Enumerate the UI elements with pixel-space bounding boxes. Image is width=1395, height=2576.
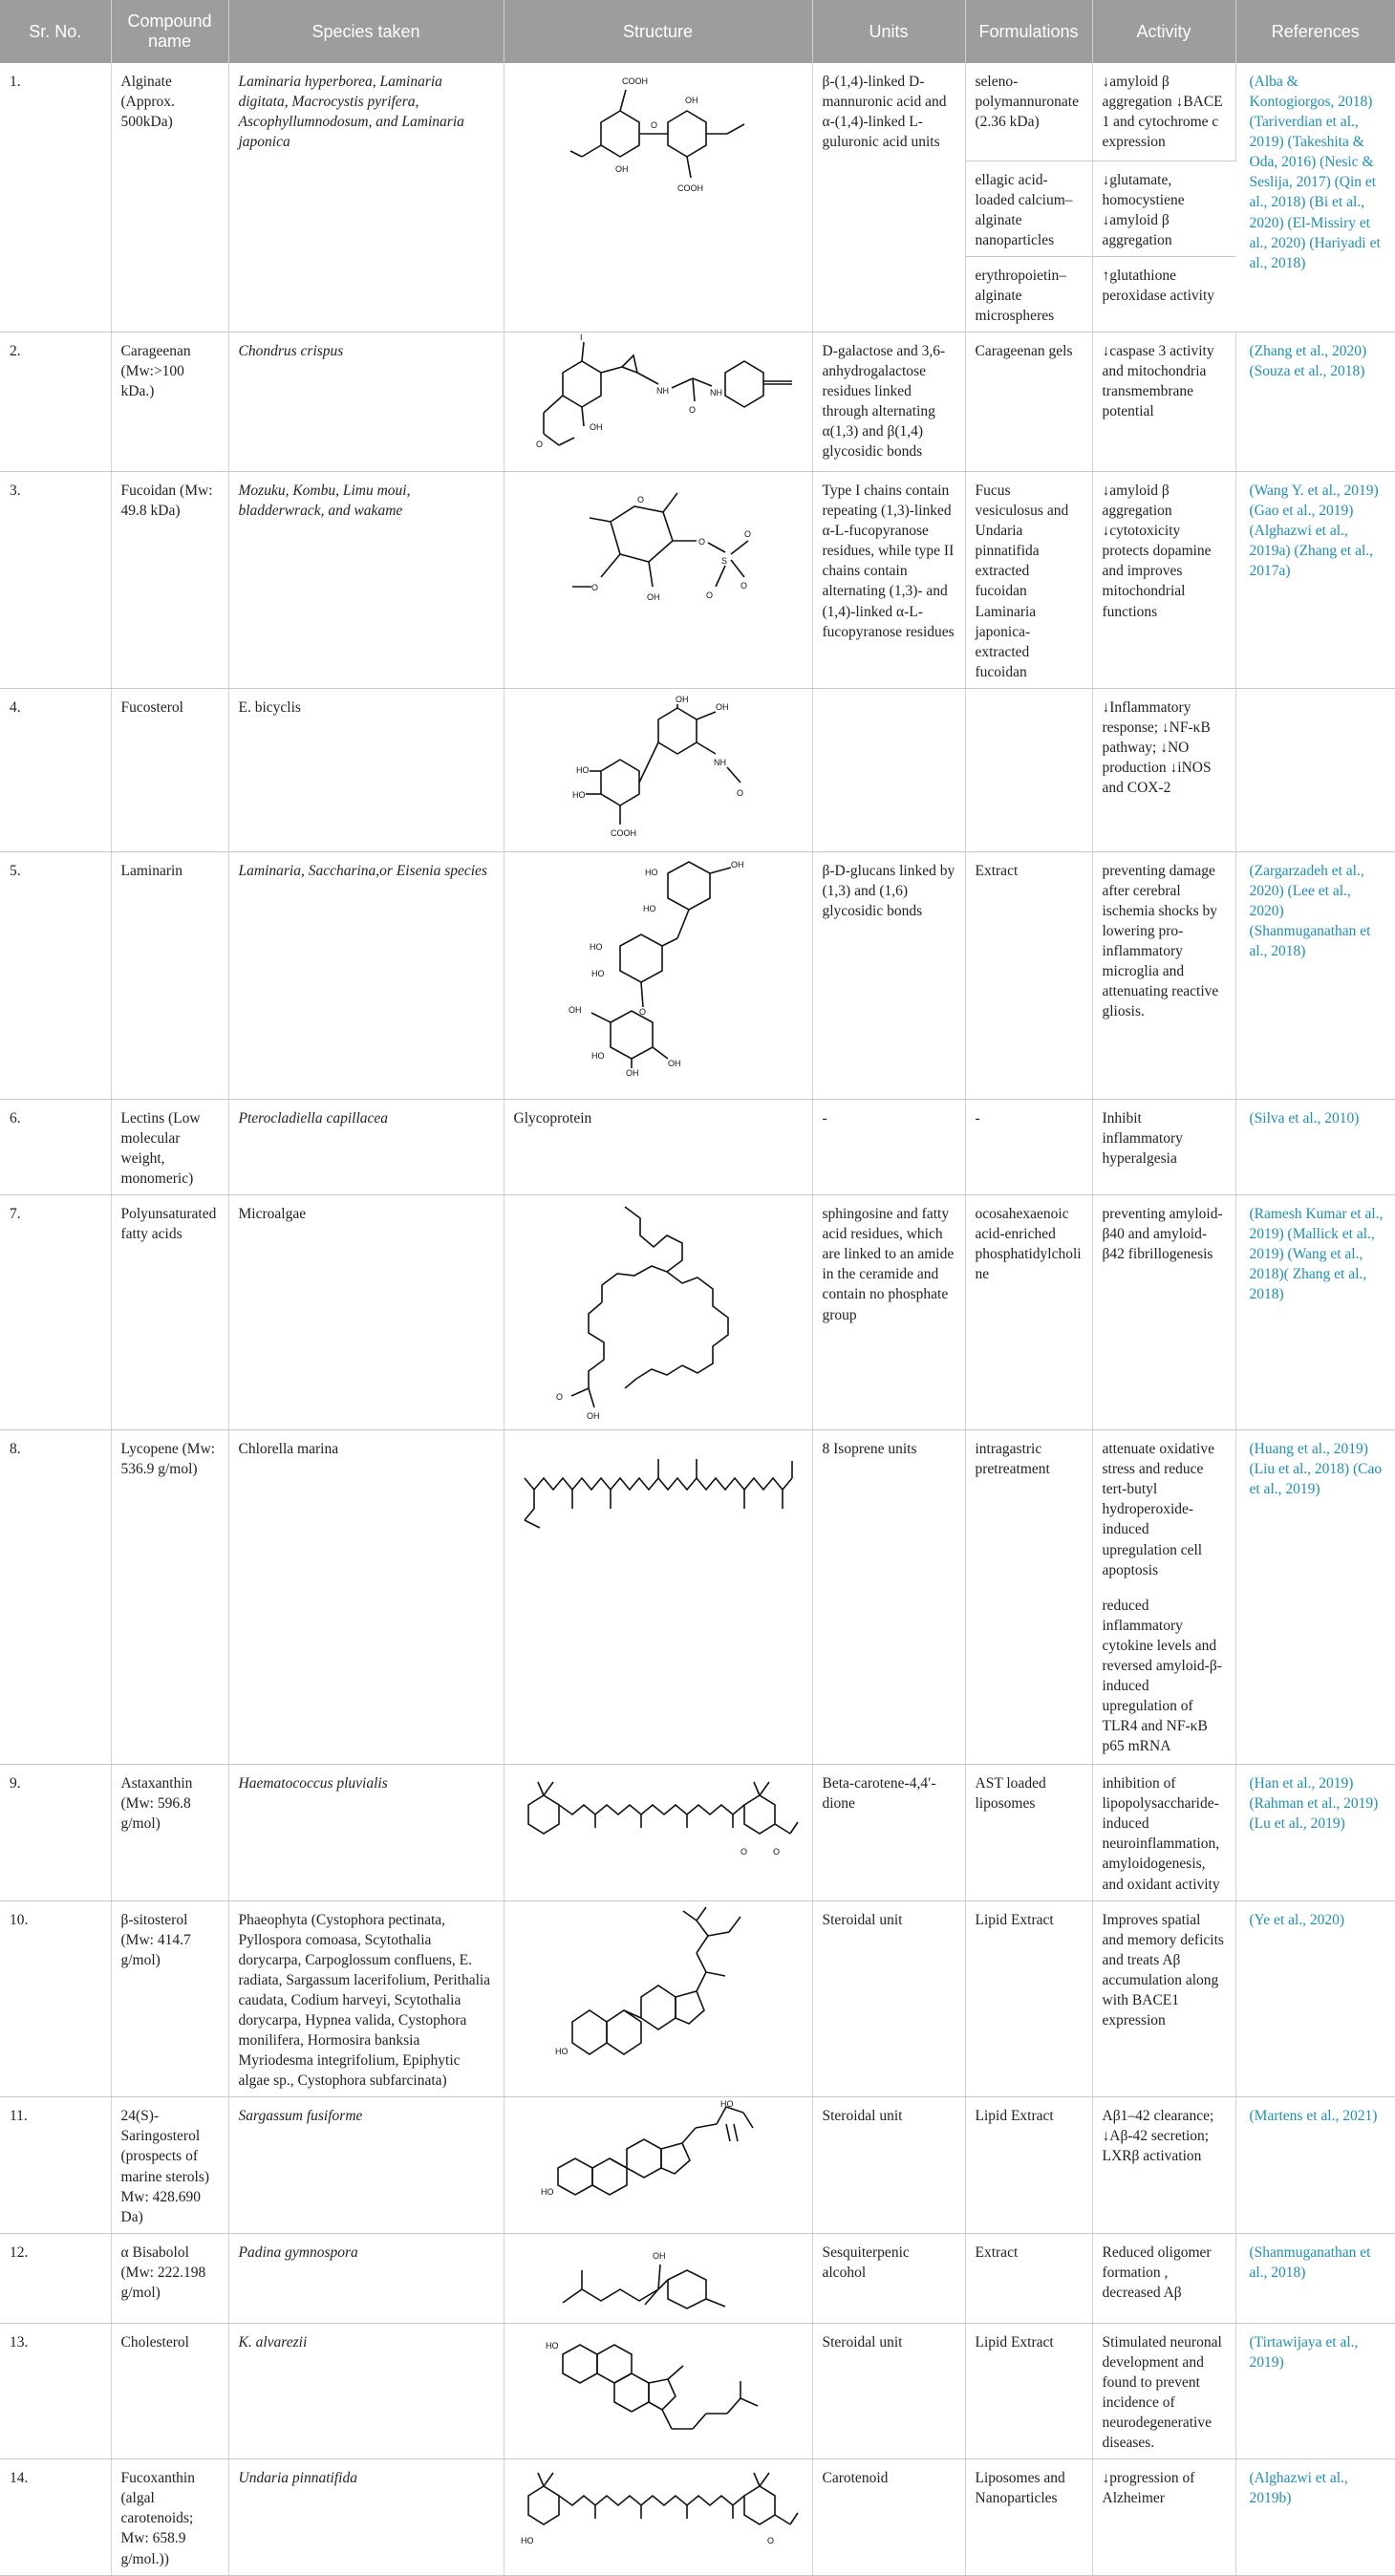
table-row [0,851,1395,1099]
table-row [0,1195,1395,1430]
cell-units: Type I chains contain repeating (1,3)-linked α-L-fucopyranose residues, while type II chains contain alternating (1,3)- and (1,4)-linked α-L-fucopyranose residues [812,472,965,689]
cell-compound-name: Laminarin [111,851,228,1099]
cell-no: 6. [0,1099,111,1194]
cell-structure [504,472,812,689]
cell-units: Beta-carotene-4,4′-dione [812,1765,965,1900]
cell-compound-name: Cholesterol [111,2323,228,2458]
svg-text:HO: HO [545,2340,558,2351]
alginate-structure-icon [563,65,754,199]
svg-text:OH: OH [667,1058,680,1068]
header-species: Species taken [228,0,504,63]
lycopene-structure-icon [515,1432,802,1537]
fucoidan-structure-icon [553,474,763,617]
cell-structure [504,2097,812,2233]
svg-text:COOH: COOH [621,76,648,86]
cell-formulation: ellagic acid-loaded calcium–alginate nanoparticles [965,161,1092,256]
svg-text:O: O [688,405,696,416]
cell-species: Mozuku, Kombu, Limu moui, bladderwrack, and wakame [228,472,504,689]
cell-compound-name: Lycopene (Mw: 536.9 g/mol) [111,1430,228,1765]
svg-text:OH: OH [586,1411,599,1422]
cell-activity: ↓glutamate, homocystiene ↓amyloid β aggregation [1092,161,1235,256]
svg-text:HO: HO [540,2187,553,2198]
sitosterol-structure-icon [553,1903,763,2071]
svg-text:O: O [740,581,747,591]
cell-references: (Zargarzadeh et al., 2020) (Lee et al., 2020) (Shanmuganathan et al., 2018) [1235,851,1395,1099]
svg-text:O: O [740,1847,747,1857]
cell-formulation: Lipid Extract [965,1900,1092,2097]
cell-no: 10. [0,1900,111,2097]
cell-no: 2. [0,333,111,472]
cell-units: Steroidal unit [812,2097,965,2233]
cell-references: (Zhang et al., 2020) (Souza et al., 2018) [1235,333,1395,472]
cell-units: Sesquiterpenic alcohol [812,2233,965,2323]
header-compound-name: Compound name [111,0,228,63]
cell-structure [504,1765,812,1900]
table-row [0,472,1395,689]
activity-text: attenuate oxidative stress and reduce tert-butyl hydroperoxide-induced upregulation cell apoptosis [1102,1441,1214,1578]
cell-compound-name: Fucoidan (Mw: 49.8 kDa) [111,472,228,689]
svg-text:I: I [579,334,583,343]
cell-structure [504,851,812,1099]
cell-species: Sargassum fusiforme [228,2097,504,2233]
cell-compound-name: Lectins (Low molecular weight, monomeric) [111,1099,228,1194]
table-row [0,2323,1395,2458]
svg-text:S: S [720,556,727,567]
cell-structure-text: Glycoprotein [504,1099,812,1194]
svg-text:O: O [590,583,598,593]
cell-no: 5. [0,851,111,1099]
header-units: Units [812,0,965,63]
cell-references: (Alghazwi et al., 2019b) [1235,2459,1395,2575]
cell-structure [504,1900,812,2097]
cell-units: Carotenoid [812,2459,965,2575]
cell-structure [504,2459,812,2575]
cell-references: (Han et al., 2019) (Rahman et al., 2019) (Lu et al., 2019) [1235,1765,1395,1900]
cell-species: Chondrus crispus [228,333,504,472]
svg-text:O: O [698,537,705,547]
cell-activity: ↓progression of Alzheimer [1092,2459,1235,2575]
svg-text:HO: HO [590,1050,604,1061]
cell-formulation: Lipid Extract [965,2097,1092,2233]
table-row [0,1900,1395,2097]
cell-compound-name: Fucosterol [111,688,228,851]
table-row [0,688,1395,851]
table-row [0,1099,1395,1194]
svg-text:O: O [705,590,713,601]
svg-text:COOH: COOH [676,183,703,193]
cell-formulation: Extract [965,2233,1092,2323]
cell-compound-name: Astaxanthin (Mw: 596.8 g/mol) [111,1765,228,1900]
cell-species: Laminaria, Saccharina,or Eisenia species [228,851,504,1099]
cell-activity: Reduced oligomer formation , decreased Aβ [1092,2233,1235,2323]
cell-no: 14. [0,2459,111,2575]
svg-text:HO: HO [590,968,604,978]
cell-references [1235,688,1395,851]
cell-structure [504,2233,812,2323]
cell-structure [504,688,812,851]
header-formulations: Formulations [965,0,1092,63]
svg-text:O: O [555,1392,563,1403]
cell-references: (Silva et al., 2010) [1235,1099,1395,1194]
svg-text:O: O [772,1847,780,1857]
svg-text:HO: HO [554,2046,568,2056]
laminarin-structure-icon [544,854,773,1093]
cell-no: 13. [0,2323,111,2458]
cell-no: 1. [0,63,111,333]
svg-text:HO: HO [719,2099,733,2110]
svg-text:NH: NH [709,388,722,398]
cell-species: Laminaria hyperborea, Laminaria digitata, Macrocystis pyrifera, Ascophyllumnodosum, and Laminaria japonica [228,63,504,333]
cell-structure [504,333,812,472]
svg-text:O: O [743,529,751,540]
cell-references: (Martens et al., 2021) [1235,2097,1395,2233]
table-row [0,1765,1395,1900]
cell-formulation: erythropoietin–alginate microspheres [965,256,1092,332]
cell-species: Undaria pinnatifida [228,2459,504,2575]
cell-no: 8. [0,1430,111,1765]
cell-activity [1092,1430,1235,1765]
svg-text:OH: OH [568,1004,581,1015]
cell-formulation: Lipid Extract [965,2323,1092,2458]
cell-references: (Huang et al., 2019) (Liu et al., 2018) (Cao et al., 2019) [1235,1430,1395,1765]
cell-activity: Inhibit inflammatory hyperalgesia [1092,1099,1235,1194]
cell-no: 7. [0,1195,111,1430]
cell-structure [504,1195,812,1430]
cell-activity: ↑glutathione peroxidase activity [1092,256,1235,332]
cell-references: (Ramesh Kumar et al., 2019) (Mallick et al., 2019) (Wang et al., 2018)( Zhang et al., 2018) [1235,1195,1395,1430]
svg-text:OH: OH [715,701,728,712]
svg-text:HO: HO [520,2536,533,2546]
carrageenan-structure-icon [515,334,802,459]
cell-formulation: intragastric pretreatment [965,1430,1092,1765]
cell-no: 12. [0,2233,111,2323]
pufa-structure-icon [548,1197,768,1422]
cell-formulation: ocosahexaenoic acid-enriched phosphatidylcholine [965,1195,1092,1430]
header-sr-no: Sr. No. [0,0,111,63]
cell-activity: ↓Inflammatory response; ↓NF-κB pathway; ↓NO production ↓iNOS and COX-2 [1092,688,1235,851]
cell-activity: preventing amyloid-β40 and amyloid-β42 fibrillogenesis [1092,1195,1235,1430]
cell-activity: preventing damage after cerebral ischemia shocks by lowering pro-inflammatory microglia and attenuating reactive gliosis. [1092,851,1235,1099]
cell-units: 8 Isoprene units [812,1430,965,1765]
cell-references: (Shanmuganathan et al., 2018) [1235,2233,1395,2323]
cell-formulation: Carageenan gels [965,333,1092,472]
cell-activity: Stimulated neuronal development and found to prevent incidence of neurodegenerative diseases. [1092,2323,1235,2458]
cell-compound-name: Polyunsaturated fatty acids [111,1195,228,1430]
cell-compound-name: β-sitosterol (Mw: 414.7 g/mol) [111,1900,228,2097]
table-row [0,63,1395,161]
cell-compound-name: 24(S)-Saringosterol (prospects of marine sterols) Mw: 428.690 Da) [111,2097,228,2233]
cell-structure [504,63,812,333]
cell-units: β-D-glucans linked by (1,3) and (1,6) glycosidic bonds [812,851,965,1099]
cell-activity: ↓amyloid β aggregation ↓BACE 1 and cytochrome c expression [1092,63,1235,161]
svg-text:OH: OH [625,1067,638,1078]
cell-species: E. bicyclis [228,688,504,851]
fucoxanthin-structure-icon [515,2461,802,2557]
cell-units: D-galactose and 3,6-anhydrogalactose residues linked through alternating α(1,3) and β(1,4) glycosidic bonds [812,333,965,472]
svg-text:OH: OH [684,96,698,105]
cell-units: sphingosine and fatty acid residues, which are linked to an amide in the ceramide and contain no phosphate group [812,1195,965,1430]
table-row [0,1430,1395,1765]
table-row [0,333,1395,472]
cell-species: Phaeophyta (Cystophora pectinata, Pyllospora comoasa, Scytothalia dorycarpa, Carpoglossum confluens, E. radiata, Sargassum lacerifolium, Perithalia caudata, Codium harveyi, Scytothalia dorycarpa, Hypnea valida, Cystophora monilifera, Hormosira banksia Myriodesma integrifolium, Epiphytic algae sp., Cystophora subfarcinata) [228,1900,504,2097]
svg-text:NH: NH [713,757,726,767]
svg-text:O: O [535,440,543,450]
cell-formulation: Fucus vesiculosus and Undaria pinnatifida extracted fucoidan Laminaria japonica-extracted fucoidan [965,472,1092,689]
svg-text:OH: OH [589,422,602,433]
cell-units: - [812,1099,965,1194]
cell-units: Steroidal unit [812,2323,965,2458]
cell-references: (Ye et al., 2020) [1235,1900,1395,2097]
cell-species: K. alvarezii [228,2323,504,2458]
svg-text:O: O [636,495,644,505]
svg-text:O: O [638,1006,646,1017]
cell-compound-name: α Bisabolol (Mw: 222.198 g/mol) [111,2233,228,2323]
cholesterol-structure-icon [544,2326,773,2450]
cell-species: Microalgae [228,1195,504,1430]
astaxanthin-structure-icon [515,1767,802,1867]
header-structure: Structure [504,0,812,63]
cell-species: Pterocladiella capillacea [228,1099,504,1194]
cell-compound-name: Fucoxanthin (algal carotenoids; Mw: 658.9 g/mol.)) [111,2459,228,2575]
svg-text:OH: OH [652,2250,665,2261]
cell-units [812,688,965,851]
cell-references: (Wang Y. et al., 2019) (Gao et al., 2019) (Alghazwi et al., 2019a) (Zhang et al., 2017a) [1235,472,1395,689]
svg-text:O: O [736,787,743,798]
cell-formulation: Extract [965,851,1092,1099]
svg-text:OH: OH [646,592,659,603]
cell-activity: ↓caspase 3 activity and mitochondria transmembrane potential [1092,333,1235,472]
cell-compound-name: Alginate (Approx. 500kDa) [111,63,228,333]
svg-text:O: O [650,120,657,130]
svg-text:HO: HO [644,867,657,877]
cell-formulation [965,688,1092,851]
header-references: References [1235,0,1395,63]
header-activity: Activity [1092,0,1235,63]
cell-activity: ↓amyloid β aggregation ↓cytotoxicity protects dopamine and improves mitochondrial functions [1092,472,1235,689]
cell-references: (Alba & Kontogiorgos, 2018) (Tariverdian et al., 2019) (Takeshita & Oda, 2016) (Nesic & Seslija, 2017) (Qin et al., 2018) (Bi et al., 2020) (El-Missiry et al., 2020) (Hariyadi et al., 2018) [1235,63,1395,333]
cell-species: Padina gymnospora [228,2233,504,2323]
cell-activity: Improves spatial and memory deficits and treats Aβ accumulation along with BACE1 expression [1092,1900,1235,2097]
cell-no: 11. [0,2097,111,2233]
cell-no: 3. [0,472,111,689]
cell-no: 9. [0,1765,111,1900]
svg-text:HO: HO [642,903,655,913]
cell-formulation: AST loaded liposomes [965,1765,1092,1900]
cell-activity: inhibition of lipopolysaccharide-induced neuroinflammation, amyloidogenesis, and oxidant activity [1092,1765,1235,1900]
table-row [0,2459,1395,2575]
cell-units: β-(1,4)-linked D-mannuronic acid and α-(1,4)-linked L-guluronic acid units [812,63,965,333]
cell-species: Chlorella marina [228,1430,504,1765]
svg-text:HO: HO [589,941,602,952]
svg-text:OH: OH [675,694,688,704]
cell-compound-name: Carageenan (Mw:>100 kDa.) [111,333,228,472]
cell-species: Haematococcus pluvialis [228,1765,504,1900]
svg-text:OH: OH [614,164,628,174]
cell-references: (Tirtawijaya et al., 2019) [1235,2323,1395,2458]
cell-no: 4. [0,688,111,851]
table-header-row [0,0,1395,63]
bisabolol-structure-icon [553,2236,763,2320]
cell-activity: Aβ1–42 clearance; ↓Aβ-42 secretion; LXRβ activation [1092,2097,1235,2233]
svg-text:OH: OH [730,859,743,869]
cell-formulation: Liposomes and Nanoparticles [965,2459,1092,2575]
activity-text: reduced inflammatory cytokine levels and reversed amyloid-β-induced upregulation of TLR4 and NF-κB p65 mRNA [1102,1597,1222,1755]
svg-text:O: O [766,2536,774,2546]
svg-text:HO: HO [571,789,585,800]
cell-units: Steroidal unit [812,1900,965,2097]
svg-text:COOH: COOH [610,827,636,838]
table-row [0,2097,1395,2233]
cell-structure [504,1430,812,1765]
table-row [0,2233,1395,2323]
svg-text:HO: HO [575,764,589,775]
cell-structure [504,2323,812,2458]
svg-text:NH: NH [655,386,669,397]
cell-formulation: seleno-polymannuronate (2.36 kDa) [965,63,1092,161]
fucosterol-structure-icon [563,691,754,844]
saringosterol-structure-icon [539,2099,778,2202]
cell-formulation: - [965,1099,1092,1194]
